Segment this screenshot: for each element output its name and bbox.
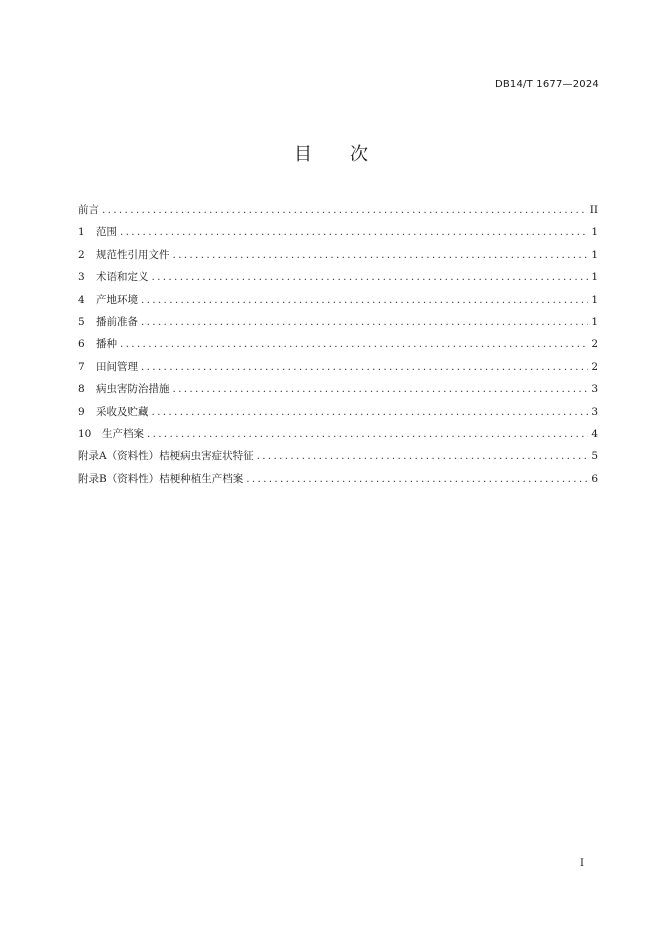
dot-leader (141, 289, 588, 311)
toc-entry-number: 9 (78, 405, 85, 418)
toc-entry-page: 4 (591, 427, 598, 440)
toc-entry-label: 8 病虫害防治措施 (78, 378, 170, 400)
toc-entry-pre-sowing[interactable] (78, 311, 598, 333)
toc-entry-terms[interactable] (78, 266, 598, 288)
toc-entry-sowing[interactable] (78, 333, 598, 355)
toc-entry-page: 2 (591, 338, 598, 351)
toc-entry-field-management[interactable] (78, 356, 598, 378)
toc-entry-number: 7 (78, 360, 85, 373)
toc-entry-label: 5 播前准备 (78, 311, 138, 333)
toc-entry-page: 1 (591, 293, 598, 306)
toc-entry-pest-control[interactable] (78, 378, 598, 400)
dot-leader (141, 356, 588, 378)
dot-leader (173, 244, 589, 266)
toc-entry-normative-references[interactable] (78, 244, 598, 266)
toc-entry-page: 1 (591, 315, 598, 328)
toc-entry-page: 6 (591, 472, 598, 485)
toc-entry-page: 1 (591, 248, 598, 261)
dot-leader (147, 423, 588, 445)
toc-entry-label: 前言 (78, 204, 99, 216)
toc-entry-preface[interactable] (78, 199, 598, 221)
toc-entry-number: 10 (78, 427, 92, 440)
toc-entry-number: 3 (78, 271, 85, 284)
dot-leader (257, 445, 589, 467)
toc-entry-page: 1 (591, 226, 598, 239)
toc-entry-page: 2 (591, 360, 598, 373)
toc-entry-number: 2 (78, 248, 85, 261)
dot-leader (102, 199, 587, 221)
page-title: 目次 (294, 144, 406, 165)
dot-leader (120, 333, 588, 355)
toc-entry-label: 10 生产档案 (78, 423, 144, 445)
toc-entry-page: 3 (591, 383, 598, 396)
toc-entry-number: 4 (78, 293, 85, 306)
toc-entry-appendix-b[interactable] (78, 468, 598, 490)
toc-entry-number: 5 (78, 315, 85, 328)
page-number: I (580, 858, 584, 869)
toc-entry-label: 6 播种 (78, 333, 117, 355)
toc-entry-label: 3 术语和定义 (78, 266, 149, 288)
toc-entry-label: 1 范围 (78, 221, 117, 243)
toc-entry-label: 2 规范性引用文件 (78, 244, 170, 266)
dot-leader (152, 401, 589, 423)
toc-entry-page: 1 (591, 271, 598, 284)
table-of-contents (78, 199, 598, 490)
dot-leader (152, 266, 589, 288)
toc-entry-appendix-a[interactable] (78, 445, 598, 467)
toc-entry-label: 9 采收及贮藏 (78, 401, 149, 423)
dot-leader (141, 311, 588, 333)
toc-entry-number: 8 (78, 383, 85, 396)
toc-entry-label: 4 产地环境 (78, 289, 138, 311)
dot-leader (120, 221, 588, 243)
toc-entry-number: 1 (78, 226, 85, 239)
toc-entry-number: 6 (78, 338, 85, 351)
toc-entry-scope[interactable] (78, 221, 598, 243)
toc-entry-label: 附录A（资料性）桔梗病虫害症状特征 (78, 450, 254, 463)
toc-entry-page: 3 (591, 405, 598, 418)
toc-entry-page: II (589, 204, 598, 216)
toc-entry-label: 附录B（资料性）桔梗种植生产档案 (78, 472, 244, 485)
document-code: DB14/T 1677—2024 (494, 79, 599, 90)
dot-leader (173, 378, 589, 400)
toc-entry-harvest-storage[interactable] (78, 401, 598, 423)
toc-entry-page: 5 (591, 450, 598, 463)
dot-leader (246, 468, 588, 490)
toc-entry-label: 7 田间管理 (78, 356, 138, 378)
toc-entry-production-records[interactable] (78, 423, 598, 445)
toc-entry-environment[interactable] (78, 289, 598, 311)
